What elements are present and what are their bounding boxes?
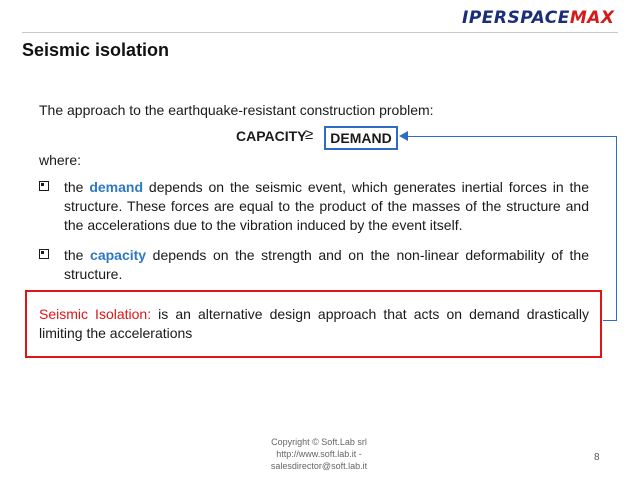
feedback-connector <box>603 136 617 321</box>
footer-line-1: Copyright © Soft.Lab srl <box>271 437 367 447</box>
checkbox-bullet-icon <box>39 181 49 191</box>
isolation-text: is an alternative design approach that acts on demand drastically limiting the accelerations <box>39 306 589 341</box>
bullet-capacity-post: depends on the strength and on the non-linear deformability of the structure. <box>64 247 589 282</box>
bullet-capacity-text <box>64 246 589 284</box>
isolation-label: Seismic Isolation: <box>39 306 152 322</box>
checkbox-bullet-icon <box>39 249 49 259</box>
logo-text-part1: IPERSPACE <box>462 8 570 28</box>
bullet-capacity-pre: the <box>64 247 91 263</box>
title-divider <box>22 32 618 33</box>
capacity-term: CAPACITY <box>236 128 307 144</box>
demand-term-box <box>324 126 398 150</box>
isolation-definition <box>39 305 589 343</box>
footer-line-3: salesdirector@soft.lab.it <box>270 461 368 471</box>
bullet-demand-text <box>64 178 589 235</box>
demand-keyword: demand <box>89 179 144 195</box>
feedback-arrow-line <box>406 136 603 137</box>
where-label: where: <box>39 152 82 168</box>
copyright-footer <box>252 436 386 472</box>
demand-term: DEMAND <box>330 130 392 146</box>
iperspace-max-logo <box>462 8 622 28</box>
bullet-demand-post: depends on the seismic event, which generates inertial forces in the structure. These forces are equal to the product of the masses of the structure and the accelerations due to the vibration induced by the event itself. <box>64 179 589 233</box>
page-number: 8 <box>594 452 600 463</box>
greater-equal-operator: ≥ <box>305 126 314 143</box>
capacity-keyword: capacity <box>90 247 147 263</box>
bullet-capacity <box>39 246 589 284</box>
footer-line-2: http://www.soft.lab.it - <box>276 449 362 459</box>
bullet-demand-pre: the <box>64 179 90 195</box>
bullet-demand <box>39 178 589 235</box>
logo-text-part2: MAX <box>569 8 615 28</box>
feedback-arrow-head-icon <box>399 131 408 141</box>
slide-title: Seismic isolation <box>22 40 170 60</box>
intro-text: The approach to the earthquake-resistant construction problem: <box>39 102 434 118</box>
